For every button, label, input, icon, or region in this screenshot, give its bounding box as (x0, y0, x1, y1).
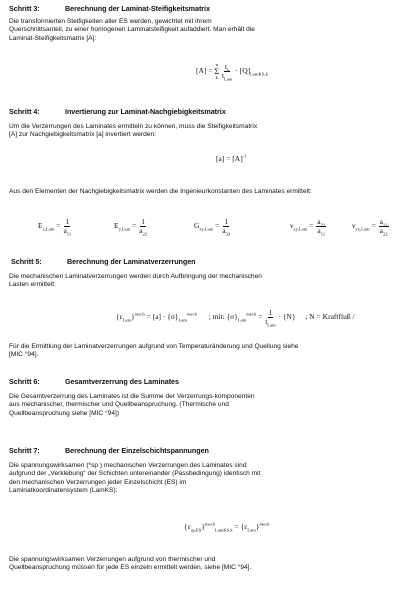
equation-e-y: $E_{y,Lam}$ = $\frac{1}{a_{22}}$ (114, 217, 148, 237)
step-label: Schritt 6: (9, 377, 40, 386)
section-title: Berechnung der Laminat-Steifigkeitsmatrix (65, 4, 210, 13)
paragraph: Die mechanischen Laminatverzerrungen werden durch Aufbringung der mechanischen Lasten ermittelt: (9, 273, 262, 289)
step-label: Schritt 7: (9, 446, 40, 455)
equation-strain-identity: $\{\varepsilon_{sp,ES}\}^{mech}_{LamKS,k} = \{\varepsilon_{Lam}\}^{mech}$ (184, 521, 270, 533)
paragraph: Die Gesamtverzerrung des Laminates ist die Summe der Verzerrungs-komponenten aus mechanischer, thermischer und Quellbeanspruchung. (Thermische und Quellbeanspruchung siehe [MIC °94]) (9, 393, 255, 417)
equation-g-xy: $G_{xy,Lam}$ = $\frac{1}{a_{33}}$ (194, 217, 231, 237)
paragraph: Um die Verzerrungen des Laminates ermitteln zu können, muss die Steifigkeitsmatrix [A] zur Nachgiebigkeitsmatrix [a] invertiert werden: (9, 123, 258, 139)
section-title: Berechnung der Laminatverzerrungen (67, 257, 196, 266)
paragraph: Die transformierten Steifigkeiten aller ES werden, gewichtet mit ihrem Querschnittsanteil, zu einer homogenen Laminatsteifigkeit aufaddiert. Man erhält die Laminat-Steifigkeitsmatrix [A]: (9, 18, 255, 42)
section-heading-5 (11, 257, 196, 266)
paragraph: Die spannungswirksamen (*sp ) mechanischen Verzerrungen des Laminates sind aufgrund der „Verklebung“ der Schichten untereinander (Passbedingung) identisch mit den mechanischen Verzerrungen jeder Einzelschicht (ES) im Laminatkoordinatensystem (LamKS): (9, 462, 261, 495)
section-heading-3 (9, 4, 210, 13)
paragraph: Für die Ermittlung der Laminatverzerrungen aufgrund von Temperaturänderung und Quellung siehe [MIC °94]. (9, 343, 299, 359)
paragraph: Die spannungswirksamen Verzerrungen aufgrund von thermischer und Quellbeanspruchung müssen für jede ES einzeln ermittelt werden, siehe [MIC °94]. (9, 556, 252, 572)
section-heading-7 (9, 446, 209, 455)
section-title: Invertierung zur Laminat-Nachgiebigkeitsmatrix (65, 107, 226, 116)
step-label: Schritt 3: (9, 4, 40, 13)
step-label: Schritt 4: (9, 107, 40, 116)
section-heading-4 (9, 107, 226, 116)
section-heading-6 (9, 377, 179, 386)
equation-nu-xy: $\nu_{xy,Lam}$ = $\frac{a_{21}}{a_{11}}$ (290, 217, 326, 237)
equation-e-x: $E_{x,Lam}$ = $\frac{1}{a_{11}}$ (38, 217, 72, 237)
equation-laminate-strain: $\{\varepsilon_{Lam}\}^{mech} = [a] \cdot \{\sigma\}_{Lam}^{mech}$ ; mit: $\{\sigma\}_{Lam}^{mech}$ = $\frac{1}{t_{Lam}}$ · {N} ; N = Kraftfluß / (116, 308, 355, 328)
equation-nu-yx: $\nu_{yx,Lam}$ = $\frac{a_{12}}{a_{22}}$ (352, 217, 388, 237)
section-title: Berechnung der Einzelschichtspannungen (65, 446, 209, 455)
fraction: $\frac{t_k}{t_{Lam}}$ (221, 62, 233, 82)
equation-inversion: $[a] = [A]^{-1}$ (216, 153, 247, 163)
equation-laminate-stiffness: [A] = n Σ k $\frac{t_k}{t_{Lam}}$ · $[Q]_{LamKS,k}$ (196, 62, 268, 82)
paragraph: Aus den Elementen der Nachgiebigkeitsmatrix werden die Ingenieurkonstanten des Laminates ermittelt: (9, 188, 312, 195)
step-label: Schritt 5: (11, 257, 42, 266)
sum-symbol: n Σ k (214, 62, 220, 80)
section-title: Gesamtverzerrung des Laminates (65, 377, 179, 386)
